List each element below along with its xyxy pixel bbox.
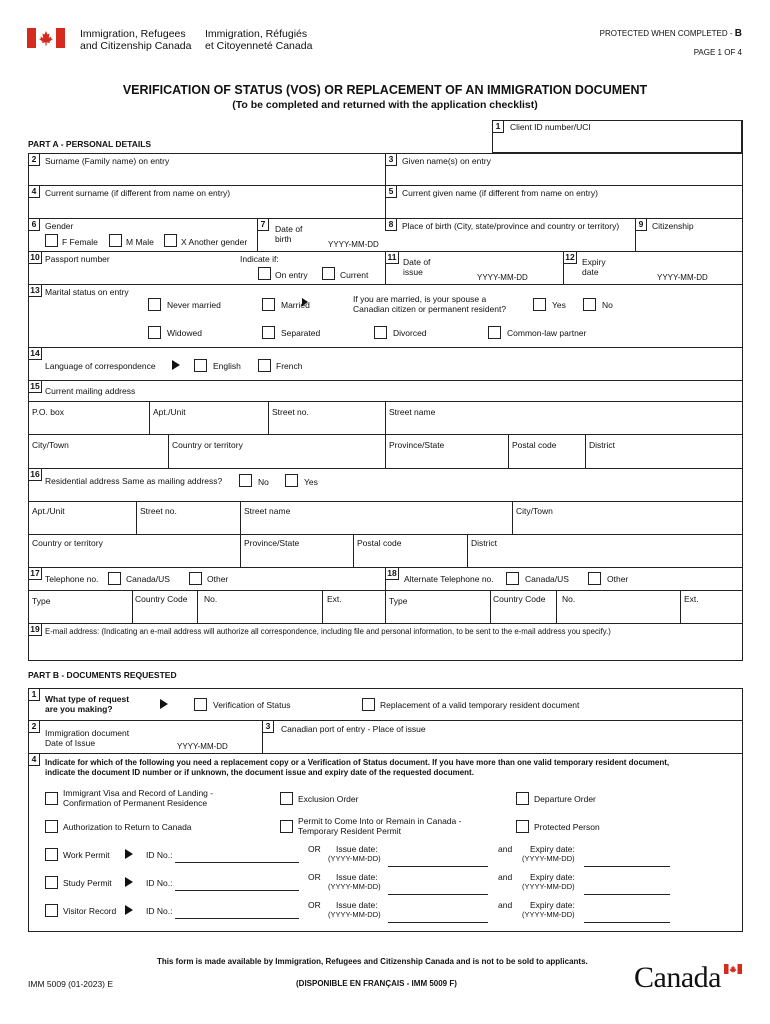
dept-name-en-line2: and Citizenship Canada <box>80 40 192 52</box>
gender-female-checkbox[interactable] <box>45 234 58 247</box>
spouse-yes-label: Yes <box>552 300 566 310</box>
residential-address-label: Residential address Same as mailing address? <box>45 476 223 486</box>
mail-district-label: District <box>589 440 615 450</box>
alt-phone-no-label: No. <box>562 594 576 604</box>
study-permit-checkbox[interactable] <box>45 876 58 889</box>
work-permit-issue-input[interactable] <box>388 866 488 867</box>
port-of-entry-input[interactable] <box>264 736 740 752</box>
study-permit-expiry-input[interactable] <box>584 894 670 895</box>
doc-instructions-line1: Indicate for which of the following you need a replacement copy or a Verification of Status document. If you have more than one valid temporary resident document, <box>45 758 670 767</box>
trp-label-line2: Temporary Resident Permit <box>298 826 401 836</box>
study-permit-issue-label: Issue date: <box>336 872 378 882</box>
dept-name-en-line1: Immigration, Refugees <box>80 28 186 40</box>
field-number: 19 <box>28 623 42 636</box>
res-street-name-input[interactable] <box>242 517 510 532</box>
study-permit-id-label: ID No.: <box>146 878 173 888</box>
po-box-label: P.O. box <box>32 407 64 417</box>
field-number: 4 <box>28 753 40 766</box>
place-of-birth-input[interactable] <box>387 233 633 249</box>
request-type-label-line2: are you making? <box>45 704 113 714</box>
study-permit-id-input[interactable] <box>175 890 299 891</box>
email-input[interactable] <box>30 640 740 658</box>
gender-another-label: X Another gender <box>181 237 248 247</box>
mail-postal-label: Postal code <box>512 440 557 450</box>
arrow-right-icon <box>172 360 180 370</box>
field-number: 3 <box>385 153 397 166</box>
married-label: Married <box>281 300 310 310</box>
canada-flag-icon <box>27 28 65 48</box>
field-number: 1 <box>492 120 504 133</box>
mail-province-input[interactable] <box>387 451 506 466</box>
trp-label <box>298 816 461 836</box>
divorced-checkbox[interactable] <box>374 326 387 339</box>
form-subtitle: (To be completed and returned with the application checklist) <box>232 99 538 111</box>
phone-country-code-label: Country Code <box>135 594 188 604</box>
immigrant-visa-checkbox[interactable] <box>45 792 58 805</box>
doc-instructions <box>45 758 669 778</box>
phone-label: Telephone no. <box>45 574 99 584</box>
request-type-label-line1: What type of request <box>45 694 130 704</box>
current-given-name-input[interactable] <box>387 200 740 216</box>
protected-person-checkbox[interactable] <box>516 820 529 833</box>
expiry-date-input[interactable] <box>615 253 740 271</box>
visitor-record-expiry-format: (YYYY-MM-DD) <box>522 910 575 919</box>
res-city-input[interactable] <box>514 517 740 532</box>
res-province-input[interactable] <box>242 549 351 565</box>
study-permit-expiry-format: (YYYY-MM-DD) <box>522 882 575 891</box>
field-number: 6 <box>28 218 40 231</box>
res-country-input[interactable] <box>30 549 238 565</box>
mail-apt-label: Apt./Unit <box>153 407 186 417</box>
common-law-label: Common-law partner <box>507 328 587 338</box>
phone-no-label: No. <box>204 594 218 604</box>
field-number: 14 <box>28 347 42 360</box>
trp-label-line1: Permit to Come Into or Remain in Canada - <box>298 816 462 826</box>
res-street-no-label: Street no. <box>140 506 177 516</box>
given-name-entry-input[interactable] <box>387 168 740 184</box>
departure-order-checkbox[interactable] <box>516 792 529 805</box>
work-permit-expiry-input[interactable] <box>584 866 670 867</box>
work-permit-expiry-label: Expiry date: <box>530 844 575 854</box>
spouse-question <box>353 294 506 314</box>
arc-checkbox[interactable] <box>45 820 58 833</box>
immigration-doc-date-format: YYYY-MM-DD <box>177 742 228 751</box>
work-permit-id-label: ID No.: <box>146 850 173 860</box>
indicate-if-label: Indicate if: <box>240 254 279 264</box>
arc-label: Authorization to Return to Canada <box>63 822 192 832</box>
mail-street-name-input[interactable] <box>387 418 740 433</box>
divorced-label: Divorced <box>393 328 427 338</box>
widowed-label: Widowed <box>167 328 202 338</box>
work-permit-issue-format: (YYYY-MM-DD) <box>328 854 381 863</box>
spouse-no-checkbox[interactable] <box>583 298 596 311</box>
wordmark-flag-icon <box>724 964 742 974</box>
given-name-entry-label: Given name(s) on entry <box>402 156 491 166</box>
issue-date-label <box>403 257 430 277</box>
separated-checkbox[interactable] <box>262 326 275 339</box>
issue-date-label-line2: issue <box>403 267 423 277</box>
citizenship-input[interactable] <box>637 233 740 249</box>
passport-input[interactable] <box>30 266 255 282</box>
phone-ext-input[interactable] <box>324 606 383 622</box>
mail-city-label: City/Town <box>32 440 69 450</box>
alt-phone-ext-label: Ext. <box>684 594 699 604</box>
phone-type-label: Type <box>32 596 51 606</box>
res-country-label: Country or territory <box>32 538 103 548</box>
dob-label <box>275 224 302 244</box>
mail-country-input[interactable] <box>170 451 383 466</box>
work-permit-checkbox[interactable] <box>45 848 58 861</box>
alt-phone-no-input[interactable] <box>558 606 678 622</box>
field-number: 2 <box>28 153 40 166</box>
current-given-name-label: Current given name (if different from name on entry) <box>402 188 598 198</box>
visitor-record-issue-label: Issue date: <box>336 900 378 910</box>
residential-yes-checkbox[interactable] <box>285 474 298 487</box>
field-number: 4 <box>28 185 40 198</box>
field-number: 9 <box>635 218 647 231</box>
issue-date-label-line1: Date of <box>403 257 431 267</box>
visitor-record-expiry-label: Expiry date: <box>530 900 575 910</box>
alt-phone-type-select[interactable] <box>387 606 488 622</box>
marital-status-label: Marital status on entry <box>45 287 129 297</box>
immigrant-visa-label-line2: Confirmation of Permanent Residence <box>63 798 208 808</box>
passport-current-checkbox[interactable] <box>322 267 335 280</box>
replacement-label: Replacement of a valid temporary resident document <box>380 700 580 710</box>
alt-phone-other-label: Other <box>607 574 629 584</box>
res-province-label: Province/State <box>244 538 300 548</box>
phone-country-code-input[interactable] <box>134 606 195 622</box>
doc-instructions-line2: indicate the document ID number or if unknown, the document issue and expiry date of the requested document. <box>45 768 474 777</box>
mail-street-name-label: Street name <box>389 407 436 417</box>
part-b-heading: PART B - DOCUMENTS REQUESTED <box>28 670 177 680</box>
work-permit-or: OR <box>308 844 321 854</box>
dept-name-fr-line2: et Citoyenneté Canada <box>205 40 313 52</box>
email-label: E-mail address: (Indicating an e-mail address will authorize all correspondence, including file and personal information, to be sent to the e-mail address you specify.) <box>45 627 611 636</box>
mail-street-no-input[interactable] <box>270 418 383 433</box>
client-id-label: Client ID number/UCI <box>510 122 591 132</box>
field-number: 11 <box>385 251 399 264</box>
arrow-right-icon <box>125 877 133 887</box>
mail-street-no-label: Street no. <box>272 407 309 417</box>
passport-current-label: Current <box>340 270 369 280</box>
field-number: 13 <box>28 284 42 297</box>
residential-no-label: No <box>258 477 269 487</box>
res-postal-input[interactable] <box>355 549 465 565</box>
res-street-name-label: Street name <box>244 506 291 516</box>
field-number: 1 <box>28 688 40 701</box>
visitor-record-checkbox[interactable] <box>45 904 58 917</box>
field-number: 15 <box>28 380 42 393</box>
passport-label: Passport number <box>45 254 110 264</box>
immigrant-visa-label-line1: Immigrant Visa and Record of Landing - <box>63 788 214 798</box>
visitor-record-and: and <box>498 900 513 910</box>
po-box-input[interactable] <box>30 418 147 433</box>
phone-other-label: Other <box>207 574 229 584</box>
alt-phone-country-code-label: Country Code <box>493 594 546 604</box>
study-permit-issue-input[interactable] <box>388 894 488 895</box>
arrow-right-icon <box>125 849 133 859</box>
study-permit-or: OR <box>308 872 321 882</box>
alt-phone-canada-us-checkbox[interactable] <box>506 572 519 585</box>
canada-wordmark-text: Canada <box>634 961 721 994</box>
married-checkbox[interactable] <box>262 298 275 311</box>
work-permit-expiry-format: (YYYY-MM-DD) <box>522 854 575 863</box>
immigration-doc-date-label <box>45 728 129 748</box>
alt-phone-other-checkbox[interactable] <box>588 572 601 585</box>
alt-phone-ext-input[interactable] <box>682 606 740 622</box>
immigration-doc-date-input[interactable] <box>140 723 260 741</box>
issue-date-format: YYYY-MM-DD <box>477 273 528 282</box>
visitor-record-id-label: ID No.: <box>146 906 173 916</box>
field-number: 18 <box>385 567 399 580</box>
work-permit-and: and <box>498 844 513 854</box>
dob-format: YYYY-MM-DD <box>328 240 379 249</box>
disponible-notice: (DISPONIBLE EN FRANÇAIS - IMM 5009 F) <box>296 979 457 988</box>
field-number: 7 <box>257 218 269 231</box>
passport-on-entry-checkbox[interactable] <box>258 267 271 280</box>
place-of-birth-label: Place of birth (City, state/province and country or territory) <box>402 221 620 231</box>
dept-name-fr-line1: Immigration, Réfugiés <box>205 28 308 40</box>
visitor-record-issue-format: (YYYY-MM-DD) <box>328 910 381 919</box>
spouse-question-line1: If you are married, is your spouse a <box>353 294 487 304</box>
visitor-record-expiry-input[interactable] <box>584 922 670 923</box>
phone-ext-label: Ext. <box>327 594 342 604</box>
study-permit-label: Study Permit <box>63 878 112 888</box>
dob-label-line2: birth <box>275 234 292 244</box>
study-permit-and: and <box>498 872 513 882</box>
form-title: VERIFICATION OF STATUS (VOS) OR REPLACEMENT OF AN IMMIGRATION DOCUMENT <box>122 83 648 97</box>
protected-label <box>600 29 742 38</box>
exclusion-order-checkbox[interactable] <box>280 792 293 805</box>
gender-female-label: F Female <box>62 237 98 247</box>
mail-country-label: Country or territory <box>172 440 243 450</box>
arrow-right-icon <box>125 905 133 915</box>
visitor-record-label: Visitor Record <box>63 906 117 916</box>
immigration-doc-date-label-line1: Immigration document <box>45 728 130 738</box>
arrow-right-icon <box>302 298 308 306</box>
spouse-yes-checkbox[interactable] <box>533 298 546 311</box>
french-label: French <box>276 361 303 371</box>
canada-wordmark <box>634 962 744 994</box>
work-permit-label: Work Permit <box>63 850 110 860</box>
mail-city-input[interactable] <box>30 451 166 466</box>
study-permit-issue-format: (YYYY-MM-DD) <box>328 882 381 891</box>
phone-other-checkbox[interactable] <box>189 572 202 585</box>
res-postal-label: Postal code <box>357 538 402 548</box>
visitor-record-id-input[interactable] <box>175 918 299 919</box>
expiry-date-label-line1: Expiry <box>582 257 606 267</box>
citizenship-label: Citizenship <box>652 221 694 231</box>
arrow-right-icon <box>160 699 168 709</box>
field-number: 17 <box>28 567 42 580</box>
part-a-heading: PART A - PERSONAL DETAILS <box>28 139 152 149</box>
expiry-date-label-line2: date <box>582 267 599 277</box>
issue-date-input[interactable] <box>440 253 560 271</box>
immigration-doc-date-label-line2: Date of Issue <box>45 738 96 748</box>
surname-entry-label: Surname (Family name) on entry <box>45 156 170 166</box>
res-city-label: City/Town <box>516 506 553 516</box>
gender-male-label: M Male <box>126 237 154 247</box>
alt-phone-country-code-input[interactable] <box>492 606 554 622</box>
english-checkbox[interactable] <box>194 359 207 372</box>
spouse-no-label: No <box>602 300 613 310</box>
mail-postal-input[interactable] <box>510 451 583 466</box>
dob-input[interactable] <box>305 220 383 238</box>
dob-label-line1: Date of <box>275 224 303 234</box>
protected-text: PROTECTED WHEN COMPLETED - <box>599 29 735 38</box>
port-of-entry-label: Canadian port of entry - Place of issue <box>281 724 426 734</box>
alt-phone-label: Alternate Telephone no. <box>404 574 494 584</box>
mail-district-input[interactable] <box>587 451 740 466</box>
protected-person-label: Protected Person <box>534 822 600 832</box>
phone-canada-us-label: Canada/US <box>126 574 170 584</box>
mail-province-label: Province/State <box>389 440 445 450</box>
request-type-label <box>45 694 129 714</box>
separated-label: Separated <box>281 328 321 338</box>
passport-on-entry-label: On entry <box>275 270 308 280</box>
alt-phone-canada-us-label: Canada/US <box>525 574 569 584</box>
vos-checkbox[interactable] <box>194 698 207 711</box>
protected-level: B <box>734 28 742 39</box>
common-law-checkbox[interactable] <box>488 326 501 339</box>
footer-notice: This form is made available by Immigration, Refugees and Citizenship Canada and is not to be sold to applicants. <box>157 957 588 966</box>
study-permit-expiry-label: Expiry date: <box>530 872 575 882</box>
alt-phone-type-label: Type <box>389 596 408 606</box>
phone-canada-us-checkbox[interactable] <box>108 572 121 585</box>
never-married-label: Never married <box>167 300 221 310</box>
field-number: 5 <box>385 185 397 198</box>
field-number: 8 <box>385 218 397 231</box>
res-district-label: District <box>471 538 497 548</box>
spouse-question-line2: Canadian citizen or permanent resident? <box>353 304 507 314</box>
field-number: 3 <box>262 720 274 733</box>
visitor-record-or: OR <box>308 900 321 910</box>
field-number: 2 <box>28 720 40 733</box>
gender-male-checkbox[interactable] <box>109 234 122 247</box>
trp-checkbox[interactable] <box>280 820 293 833</box>
current-surname-input[interactable] <box>30 200 382 216</box>
mailing-address-label: Current mailing address <box>45 386 136 396</box>
page-number: PAGE 1 OF 4 <box>693 48 742 57</box>
vos-label: Verification of Status <box>213 700 291 710</box>
gender-another-checkbox[interactable] <box>164 234 177 247</box>
current-surname-label: Current surname (if different from name on entry) <box>45 188 231 198</box>
exclusion-order-label: Exclusion Order <box>298 794 359 804</box>
replacement-checkbox[interactable] <box>362 698 375 711</box>
field-number: 10 <box>28 251 42 264</box>
french-checkbox[interactable] <box>258 359 271 372</box>
language-label: Language of correspondence <box>45 361 156 371</box>
work-permit-id-input[interactable] <box>175 862 299 863</box>
expiry-date-label <box>582 257 606 277</box>
residential-yes-label: Yes <box>304 477 318 487</box>
phone-type-select[interactable] <box>30 606 130 622</box>
work-permit-issue-label: Issue date: <box>336 844 378 854</box>
english-label: English <box>213 361 241 371</box>
expiry-date-format: YYYY-MM-DD <box>657 273 708 282</box>
res-apt-label: Apt./Unit <box>32 506 65 516</box>
visitor-record-issue-input[interactable] <box>388 922 488 923</box>
form-id: IMM 5009 (01-2023) E <box>28 979 114 989</box>
gender-label: Gender <box>45 221 74 231</box>
never-married-checkbox[interactable] <box>148 298 161 311</box>
res-district-input[interactable] <box>469 549 740 565</box>
res-apt-input[interactable] <box>30 517 134 532</box>
widowed-checkbox[interactable] <box>148 326 161 339</box>
dept-name-en <box>80 28 192 52</box>
surname-entry-input[interactable] <box>30 168 382 184</box>
field-number: 12 <box>563 251 577 264</box>
mail-apt-input[interactable] <box>151 418 266 433</box>
phone-no-input[interactable] <box>199 606 320 622</box>
res-street-no-input[interactable] <box>138 517 238 532</box>
immigrant-visa-label <box>63 788 213 808</box>
dept-name-fr <box>205 28 312 52</box>
residential-no-checkbox[interactable] <box>239 474 252 487</box>
departure-order-label: Departure Order <box>534 794 596 804</box>
field-number: 16 <box>28 468 42 481</box>
